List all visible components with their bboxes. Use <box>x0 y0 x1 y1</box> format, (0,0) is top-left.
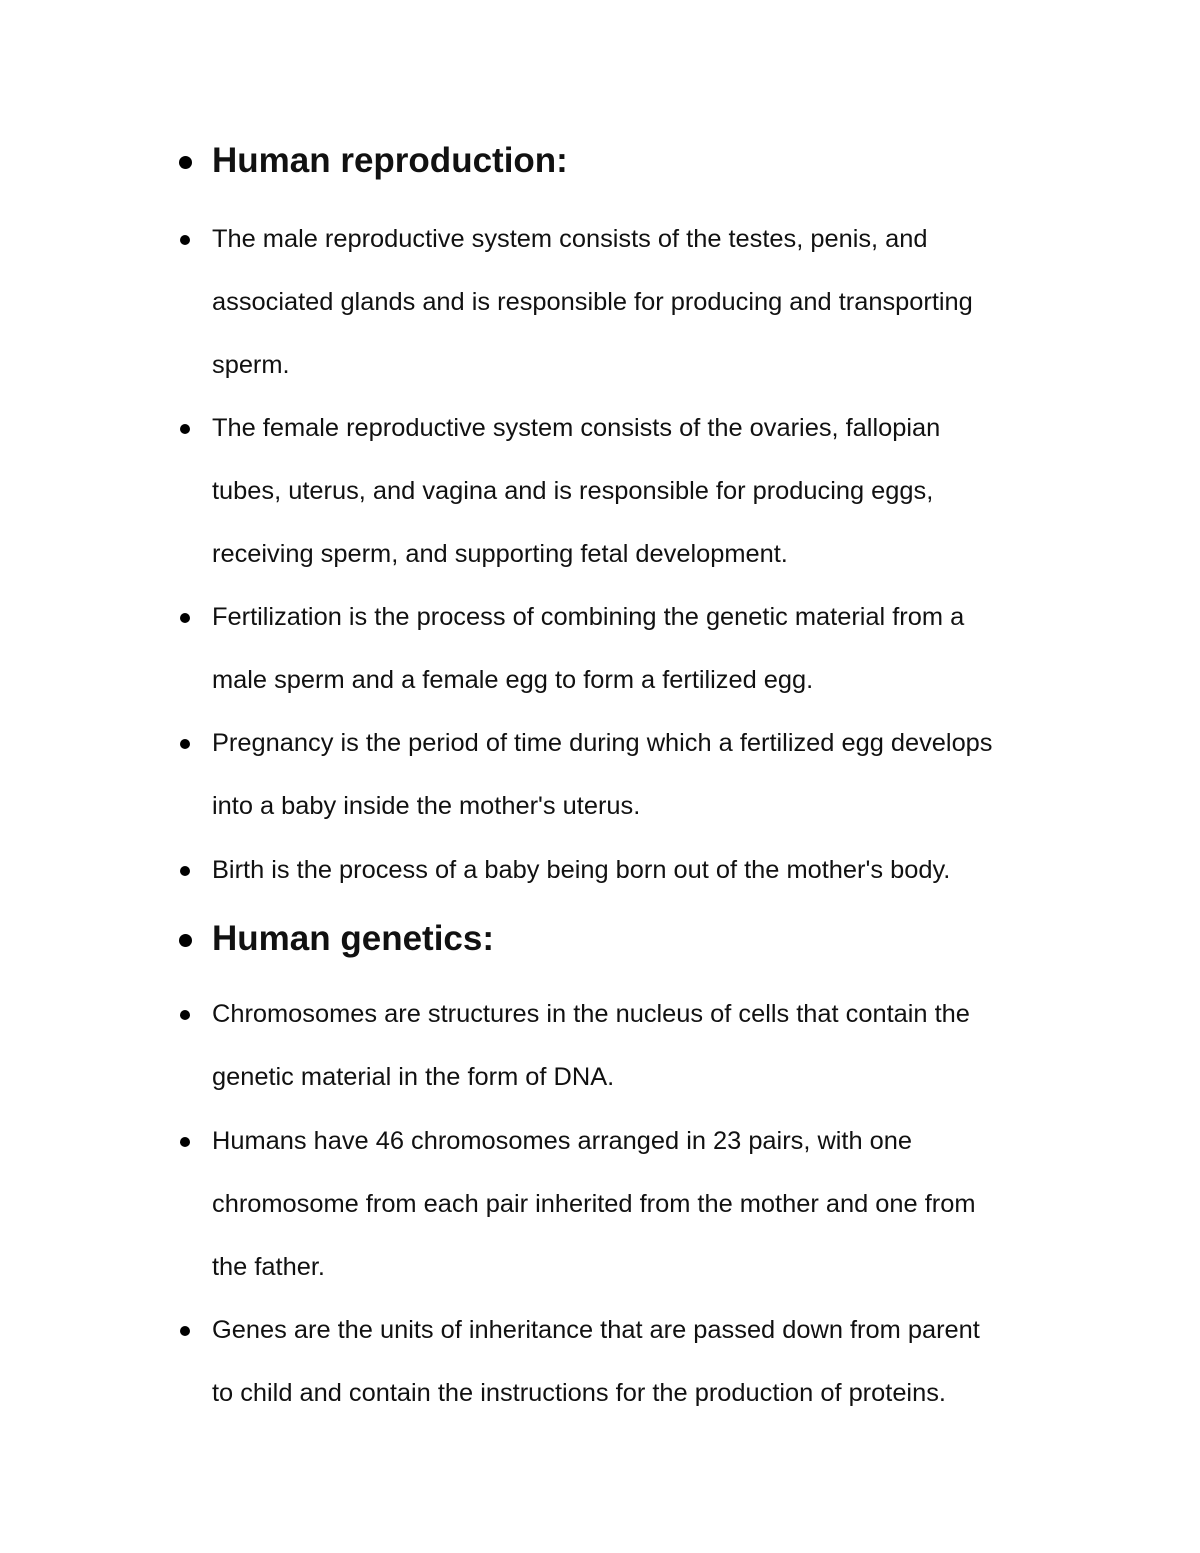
list-item <box>212 208 1092 397</box>
bullet-icon <box>179 934 192 947</box>
list-item-line: into a baby inside the mother's uterus. <box>212 792 641 820</box>
list-item <box>212 586 1092 712</box>
list-item-line: Fertilization is the process of combining the genetic material from a <box>212 603 965 631</box>
bullet-icon <box>180 1326 190 1336</box>
list-item <box>212 397 1092 586</box>
bullet-icon <box>180 1010 190 1020</box>
bullet-icon <box>180 613 190 623</box>
list-item-line: The female reproductive system consists of the ovaries, fallopian <box>212 414 941 442</box>
list-item-line: The male reproductive system consists of the testes, penis, and <box>212 225 928 253</box>
list-item <box>212 712 1092 838</box>
list-item-line: sperm. <box>212 351 290 379</box>
list-item-line: Humans have 46 chromosomes arranged in 23 pairs, with one <box>212 1127 913 1155</box>
list-item-line: tubes, uterus, and vagina and is responsible for producing eggs, <box>212 477 934 505</box>
list-item-line: genetic material in the form of DNA. <box>212 1063 615 1091</box>
heading-text: Human reproduction: <box>212 141 568 180</box>
bullet-icon <box>180 1137 190 1147</box>
bullet-icon <box>180 739 190 749</box>
list-item-line: chromosome from each pair inherited from the mother and one from <box>212 1190 976 1218</box>
list-item <box>212 983 1092 1109</box>
list-item-line: Birth is the process of a baby being born out of the mother's body. <box>212 856 951 884</box>
heading-text: Human genetics: <box>212 919 494 958</box>
list-item <box>212 1110 1092 1299</box>
bullet-icon <box>180 866 190 876</box>
list-item-line: Chromosomes are structures in the nucleus of cells that contain the <box>212 1000 970 1028</box>
list-item <box>212 839 1092 902</box>
list-item <box>212 1299 1092 1425</box>
list-item-line: male sperm and a female egg to form a fertilized egg. <box>212 666 814 694</box>
bullet-icon <box>179 156 192 169</box>
list-item-line: associated glands and is responsible for producing and transporting <box>212 288 973 316</box>
bullet-icon <box>180 235 190 245</box>
list-item-line: receiving sperm, and supporting fetal development. <box>212 540 788 568</box>
list-item-line: to child and contain the instructions for the production of proteins. <box>212 1379 946 1407</box>
list-item-line: Pregnancy is the period of time during which a fertilized egg develops <box>212 729 993 757</box>
list-item-line: the father. <box>212 1253 325 1281</box>
section-heading-genetics <box>212 919 1092 959</box>
section-heading-reproduction <box>212 141 1092 181</box>
bullet-icon <box>180 424 190 434</box>
list-item-line: Genes are the units of inheritance that are passed down from parent <box>212 1316 980 1344</box>
